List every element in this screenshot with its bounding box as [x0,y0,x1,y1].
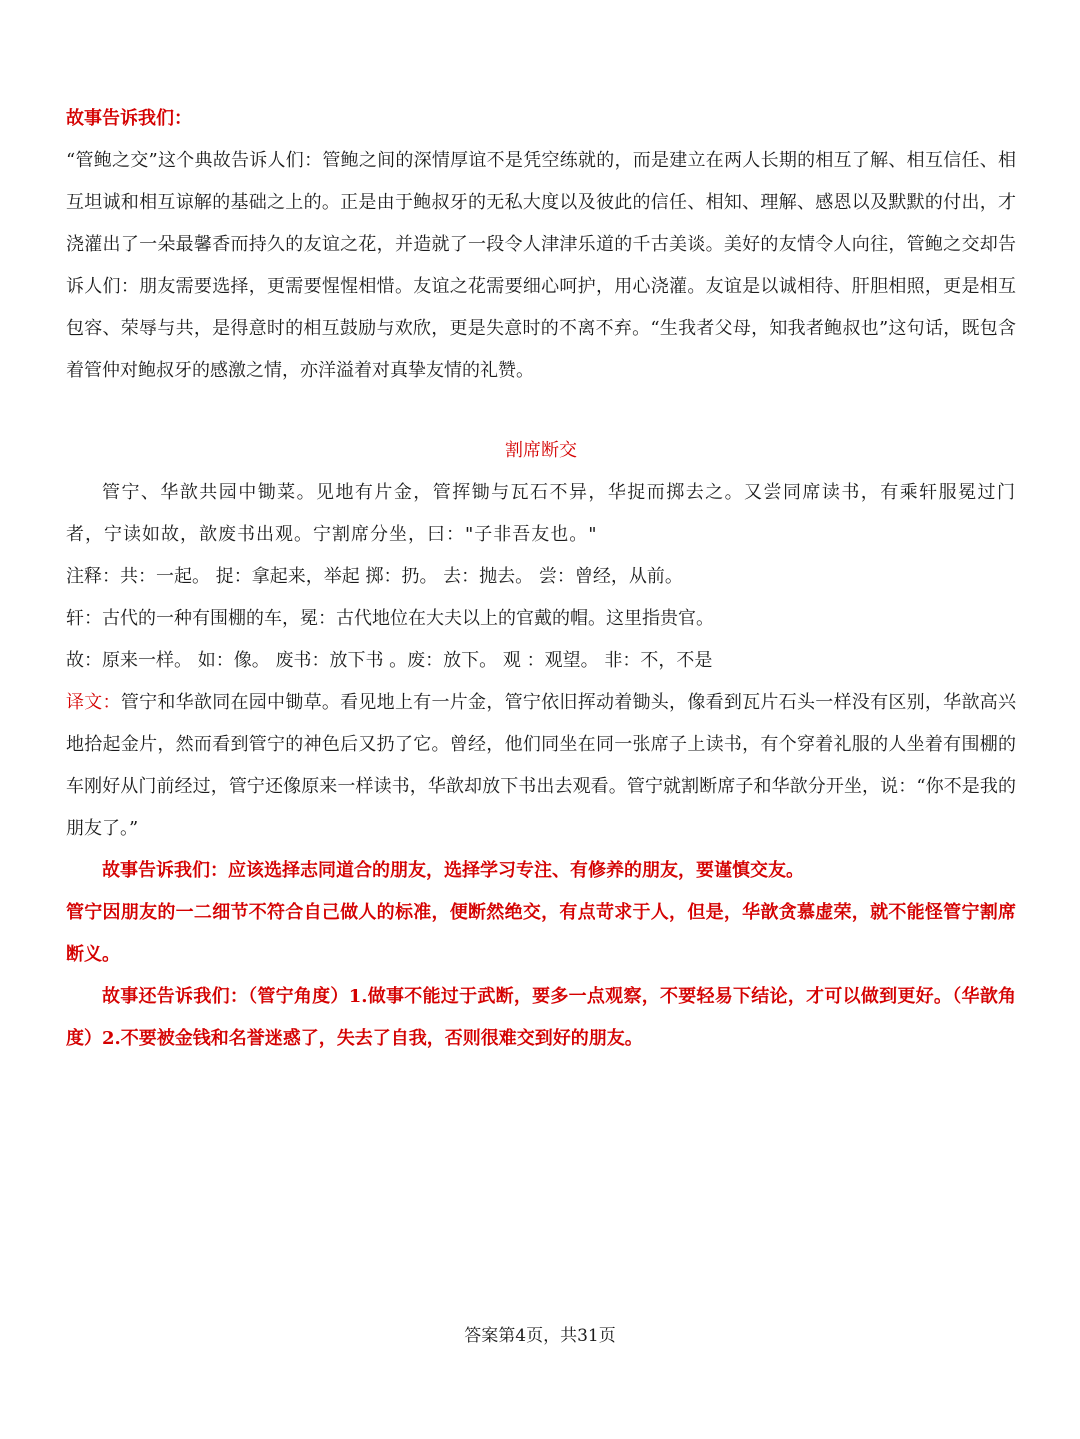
translation-text: 管宁和华歆同在园中锄草。看见地上有一片金，管宁依旧挥动着锄头，像看到瓦片石头一样没有区别，华歆高兴地拾起金片，然而看到管宁的神色后又扔了它。曾经，他们同坐在同一张席子上读书，有个穿着礼服的人坐着有围棚的车刚好从门前经过，管宁还像原来一样读书，华歆却放下书出去观看。管宁就割断席子和华歆分开坐，说：“你不是我的朋友了。” [66,692,1016,839]
lesson-1: 故事告诉我们：应该选择志同道合的朋友，选择学习专注、有修养的朋友，要谨慎交友。 [102,860,804,881]
section1-paragraph: “管鲍之交”这个典故告诉人们：管鲍之间的深情厚谊不是凭空练就的，而是建立在两人长期的相互了解、相互信任、相互坦诚和相互谅解的基础之上的。正是由于鲍叔牙的无私大度以及彼此的信任、相知、理解、感恩以及默默的付出，才浇灌出了一朵最馨香而持久的友谊之花，并造就了一段令人津津乐道的千古美谈。美好的友情令人向往，管鲍之交却告诉人们：朋友需要选择，更需要惺惺相惜。友谊之花需要细心呵护，用心浇灌。友谊是以诚相待、肝胆相照，更是相互包容、荣辱与共，是得意时的相互鼓励与欢欣，更是失意时的不离不弃。“生我者父母，知我者鲍叔也”这句话，既包含着管仲对鲍叔牙的感激之情，亦洋溢着对真挚友情的礼赞。 [66,150,1016,381]
page-footer: 答案第4页，共31页 [464,1326,616,1346]
section1-heading: 故事告诉我们： [66,108,192,129]
classical-text: 管宁、华歆共园中锄菜。见地有片金，管挥锄与瓦石不异，华捉而掷去之。又尝同席读书，有乘轩服冕过门者，宁读如故，歆废书出观。宁割席分坐，曰："子非吾友也。" [66,482,1016,545]
lesson-3: 故事还告诉我们：（管宁角度）1.做事不能过于武断，要多一点观察，不要轻易下结论，才可以做到更好。（华歆角度）2.不要被金钱和名誉迷惑了，失去了自我，否则很难交到好的朋友。 [66,986,1016,1049]
note-line-2: 轩：古代的一种有围棚的车，冕：古代地位在大夫以上的官戴的帽。这里指贵官。 [66,608,714,629]
translation-label: 译文： [66,692,121,713]
lesson-2: 管宁因朋友的一二细节不符合自己做人的标准，便断然绝交，有点苛求于人，但是，华歆贪慕虚荣，就不能怪管宁割席断义。 [66,902,1016,965]
note-line-1: 注释：共：一起。 捉：拿起来，举起 掷：扔。 去：抛去。 尝：曾经，从前。 [66,566,683,587]
document-page [66,98,1016,1060]
story-title: 割席断交 [505,440,577,461]
translation-paragraph [66,682,1016,850]
note-line-3: 故：原来一样。 如：像。 废书：放下书 。废：放下。 观 ：观望。 非：不，不是 [66,650,713,671]
